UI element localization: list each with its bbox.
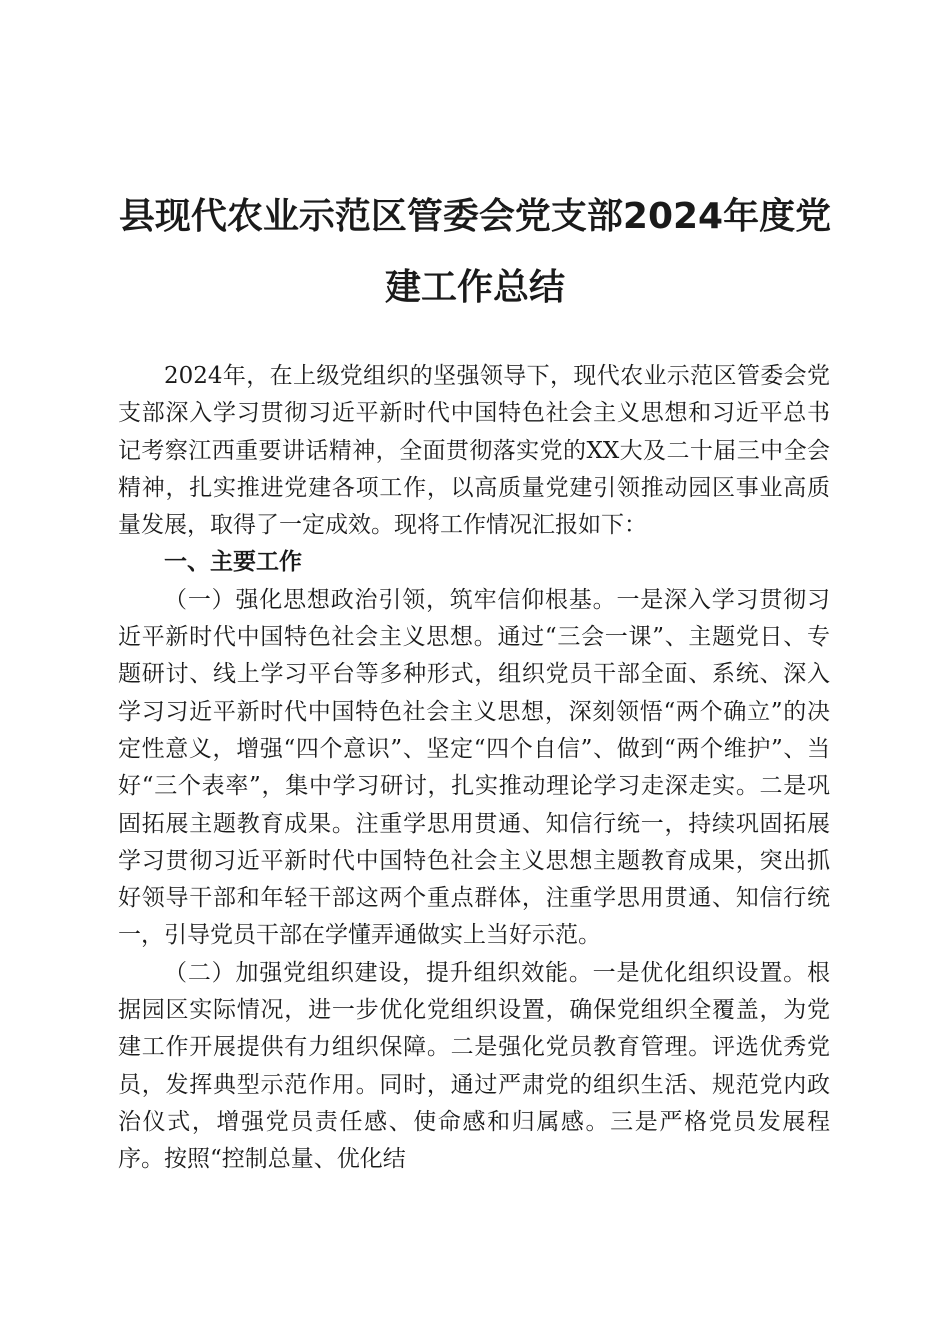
section-heading: 一、主要工作 xyxy=(164,549,302,576)
document-title-line-2: 建工作总结 xyxy=(384,267,565,308)
document-title-line-1: 县现代农业示范区管委会党支部2024年度党 xyxy=(118,196,832,237)
document-body xyxy=(118,358,830,1179)
intro-paragraph: 2024年，在上级党组织的坚强领导下，现代农业示范区管委会党支部深入学习贯彻习近平新时代中国特色社会主义思想和习近平总书记考察江西重要讲话精神，全面贯彻落实党的XX大及二十届三中全会精神，扎实推进党建各项工作，以高质量党建引领推动园区事业高质量发展，取得了一定成效。现将工作情况汇报如下： xyxy=(118,363,830,539)
body-paragraph: （一）强化思想政治引领，筑牢信仰根基。一是深入学习贯彻习近平新时代中国特色社会主义思想。通过“三会一课”、主题党日、专题研讨、线上学习平台等多种形式，组织党员干部全面、系统、深入学习习近平新时代中国特色社会主义思想，深刻领悟“两个确立”的决定性意义，增强“四个意识”、坚定“四个自信”、做到“两个维护”、当好“三个表率”，集中学习研讨，扎实推动理论学习走深走实。二是巩固拓展主题教育成果。注重学思用贯通、知信行统一，持续巩固拓展学习贯彻习近平新时代中国特色社会主义思想主题教育成果，突出抓好领导干部和年轻干部这两个重点群体，注重学思用贯通、知信行统一，引导党员干部在学懂弄通做实上当好示范。 xyxy=(118,586,830,949)
body-paragraph: （二）加强党组织建设，提升组织效能。一是优化组织设置。根据园区实际情况，进一步优化党组织设置，确保党组织全覆盖，为党建工作开展提供有力组织保障。二是强化党员教育管理。评选优秀党员，发挥典型示范作用。同时，通过严肃党的组织生活、规范党内政治仪式，增强党员责任感、使命感和归属感。三是严格党员发展程序。按照“控制总量、优化结 xyxy=(118,959,830,1173)
